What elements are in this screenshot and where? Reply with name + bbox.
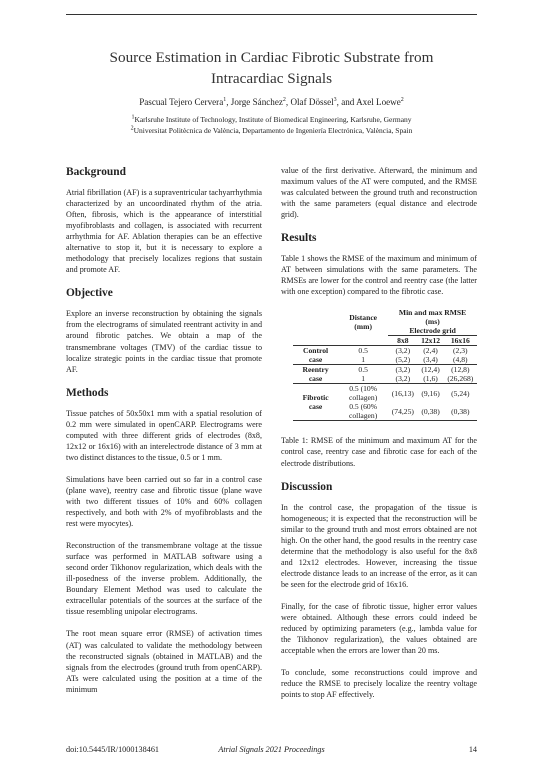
cell: (0,38): [451, 406, 470, 416]
cell: 0.5 (10% collagen): [349, 384, 378, 403]
col-group-header: Min and max RMSE (ms): [398, 308, 467, 327]
cell: (3,2): [395, 365, 411, 375]
methods-heading: Methods: [66, 386, 109, 399]
discussion-heading: Discussion: [281, 480, 333, 493]
cell: (2,4): [423, 346, 438, 356]
doi-text: doi:10.5445/IR/1000138461: [66, 745, 160, 754]
results-text: Table 1 shows the RMSE of the maximum and minimum of AT between simulations with the same parameters. The RMSEs are lower for the control and reentry case (the latter with one exception) compared to the fibrotic case.: [281, 254, 477, 297]
background-text: Atrial fibrillation (AF) is a supraventricular tachyarrhythmia characterized by an uncoordinated rhythm of the atria. Often, fibrosis, which is the appearance of interstitial myofibroblasts and collagen, is associated with recurrent arrhythmia for AF. Ablation therapies can be an effective alternative to stop it, but it is necessary to explore a methodology that precisely localizes regions that sustain and promote AF.: [66, 188, 262, 275]
methods-paragraph-4: The root mean square error (RMSE) of activation times (AT) was calculated to validate the methodology between the reconstructed signals (obtained in MATLAB) and the signals from the electrodes (ground truth from openCARP). ATs were calculated using the position at a time of the minimum: [66, 629, 262, 694]
right-column: [281, 165, 477, 711]
methods-paragraph-2: Simulations have been carried out so far in a control case (plane wave), reentry case and fibrotic tissue (plane wave with two different tissues of 10% and 60% collagen respectively, and both with 2% of myofibroblasts and the rest were myocytes).: [66, 474, 262, 529]
proceedings-name: Atrial Signals 2021 Proceedings: [218, 745, 325, 754]
cell: (12,8): [451, 365, 470, 375]
cell: (1,6): [423, 374, 438, 384]
table-row: [293, 365, 477, 375]
author-list: Pascual Tejero Cervera$^1$, Jorge Sánchez$^2$, Olaf Dössel$^3$, and Axel Loewe$^2$: [139, 96, 404, 107]
col-subgroup-header: Electrode grid: [388, 326, 477, 336]
cell: (2,3): [453, 346, 468, 356]
table-caption: Table 1: RMSE of the minimum and maximum AT for the control case, reentry case and fibrotic case for each of the electrode distributions.: [281, 436, 477, 468]
cell: 0.5: [358, 346, 368, 356]
cell: 0.5: [358, 365, 368, 375]
table-row: [293, 384, 477, 403]
title-line-2: Intracardiac Signals: [210, 70, 333, 87]
cell: (5,2): [395, 355, 411, 365]
objective-text: Explore an inverse reconstruction by obtaining the signals from the electrograms of simulated reentrant activity in and around fibrotic patches. We obtain a map of the transmembrane voltages (TMV) of the cardiac tissue to localize strategic points in the cardiac tissue that promote AF.: [66, 309, 262, 374]
cell: (26,268): [447, 374, 474, 384]
left-column: [66, 165, 262, 706]
objective-heading: Objective: [66, 287, 113, 300]
header-rule: [66, 14, 477, 15]
methods-paragraph-1: Tissue patches of 50x50x1 mm with a spatial resolution of 0.2 mm were simulated in openCARP. Electrograms were computed with three different grids of electrodes (8x8, 12x12 or 16x16) with an interelectrode distance of 3 mm at two distinct distances to the tissue, 0.5 or 1 mm.: [66, 408, 262, 462]
table-row: [293, 346, 477, 356]
cell: (4,8): [453, 355, 468, 365]
affiliations: [66, 115, 477, 136]
cell: (74,25): [391, 406, 414, 416]
paper-title: [66, 47, 477, 89]
row-label-control: Control case: [302, 346, 329, 365]
methods-paragraph-5: value of the first derivative. Afterward, the minimum and maximum values of the AT were computed, and the RMSE was calculated between the ground truth and reconstruction with the same parameters (equal distance and electrode grid).: [281, 166, 477, 220]
cell: 1: [361, 374, 366, 384]
affiliation-2: $^2$Universitat Politècnica de València, Departamento de Ingeniería Electrónica, València, Spain: [130, 125, 413, 135]
affiliation-1: $^1$Karlsruhe Institute of Technology, Institute of Biomedical Engineering, Karlsruhe, Germany: [131, 114, 412, 124]
discussion-paragraph-2: Finally, for the case of fibrotic tissue, higher error values were obtained. Although these errors could indeed be reduced by optimizing parameters (e.g., lambda value for the Tikhonov regularization), the values obtained are acceptable when the errors are lower than 20 ms.: [281, 601, 477, 656]
discussion-paragraph-1: In the control case, the propagation of the tissue is homogeneous; it is expected that the reconstruction will be similar to the ground truth and most errors obtained are not high. On the other hand, the good results in the reentry case determine that the methodology is also useful for the 8x8 and 12x12 electrodes. However, increasing the tissue electrode distance leads to an increase of the error, as it can be seen for the electrode grid of 16x16.: [281, 502, 477, 589]
cell: (3,2): [395, 346, 411, 356]
cell: (5,24): [451, 388, 470, 398]
results-heading: Results: [281, 232, 317, 245]
cell: (9,16): [421, 388, 440, 398]
cell: (3,4): [423, 355, 438, 365]
title-line-1: Source Estimation in Cardiac Fibrotic Substrate from: [109, 49, 434, 66]
background-heading: Background: [66, 166, 126, 178]
col-distance-header: Distance (mm): [349, 313, 378, 332]
row-label-reentry: Reentry case: [302, 365, 329, 384]
cell: (3,2): [395, 374, 411, 384]
grid-header: 12x12: [421, 336, 441, 346]
cell: 1: [361, 355, 366, 365]
methods-paragraph-3: Reconstruction of the transmembrane voltage at the tissue surface was performed in MATLAB software using a second order Tikhonov regularization, which deals with the ill-posedness of the inverse problem. Additionally, the Boundary Element Method was used to calculate the extracellular potentials of the sources at the surface of the tissue resembling unipolar electrograms.: [66, 541, 262, 617]
grid-header: 16x16: [450, 336, 470, 346]
discussion-paragraph-3: To conclude, some reconstructions could improve and reduce the RMSE to precisely localize the reentry voltage points to stop AF effectively.: [281, 668, 477, 700]
cell: (12,4): [421, 365, 440, 375]
cell: (0,38): [421, 406, 440, 416]
rmse-table: [293, 308, 477, 421]
page-number: 14: [468, 745, 477, 754]
row-label-fibrotic: Fibrotic case: [302, 393, 329, 412]
grid-header: 8x8: [397, 336, 409, 346]
cell: 0.5 (60% collagen): [349, 402, 378, 421]
cell: (16,13): [391, 388, 414, 398]
